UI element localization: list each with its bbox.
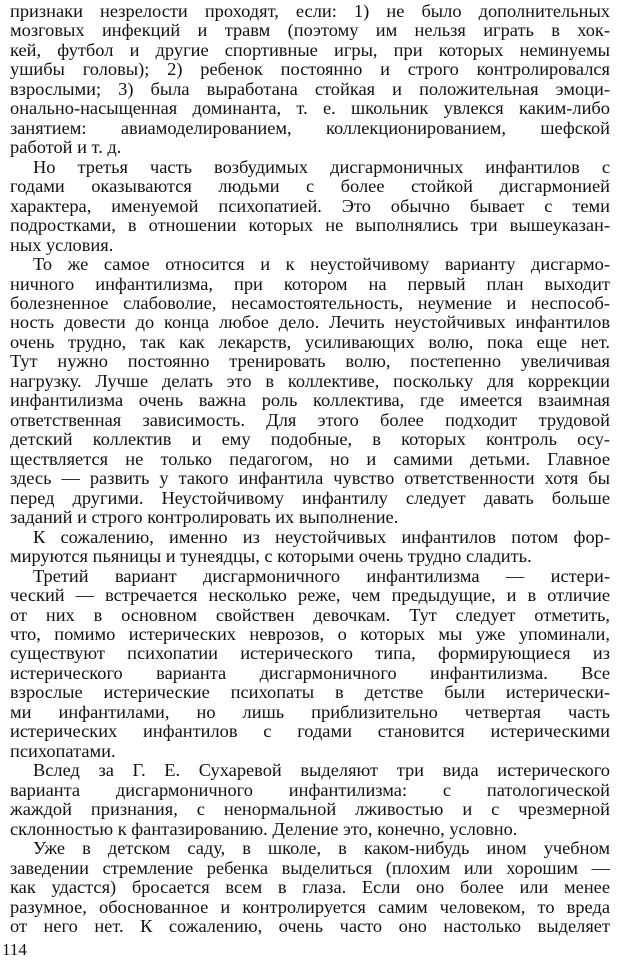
text-line: кей, футбол и другие спортивные игры, при которых неминуемы: [10, 40, 610, 60]
text-line: варианта дисгармоничного инфантилизма: с патологической: [10, 780, 610, 800]
text-line: онально-насыщенная доминанта, т. е. школьник увлекся каким-либо: [10, 98, 610, 118]
text-line: ответственная зависимость. Для этого более подходит трудовой: [10, 410, 610, 430]
text-line: склонностью к фантазированию. Деление это, конечно, условно.: [10, 819, 518, 839]
text-line: Вслед за Г. Е. Сухаревой выделяют три вида истерического: [33, 760, 610, 780]
text-line: от него нет. К сожалению, очень часто оно настолько выделяет: [10, 916, 610, 936]
text-line: ность довести до конца любое дело. Лечить неустойчивых инфантилов: [10, 312, 610, 332]
text-line: истерических инфантилов с годами становится истерическими: [10, 721, 610, 741]
text-line: как удастся) бросается всем в глаза. Если оно более или менее: [10, 877, 610, 897]
text-line: Уже в детском саду, в школе, в каком-нибудь ином учебном: [33, 838, 610, 858]
text-line: мируются пьяницы и тунеядцы, с которыми очень трудно сладить.: [10, 546, 532, 566]
text-line: болезненное слабоволие, несамостоятельность, неумение и неспособ-: [10, 293, 610, 313]
text-line: признаки незрелости проходят, если: 1) не было дополнительных: [10, 1, 610, 21]
page-number: 114: [2, 940, 27, 959]
text-line: ческий — встречается несколько реже, чем предыдущие, и в отличие: [10, 585, 610, 605]
text-line: психопатами.: [10, 741, 116, 761]
text-line: Но третья часть возбудимых дисгармоничных инфантилов с: [33, 157, 610, 177]
text-line: перед другими. Неустойчивому инфантилу следует давать больше: [10, 488, 610, 508]
text-line: здесь — развить у такого инфантила чувство ответственности хотя бы: [10, 468, 610, 488]
text-line: детский коллектив и ему подобные, в которых контроль осу-: [10, 429, 610, 449]
text-line: ществляется не только педагогом, но и самими детьми. Главное: [10, 449, 610, 469]
text-line: годами оказываются людьми с более стойкой дисгармонией: [10, 176, 610, 196]
text-line: Тут нужно постоянно тренировать волю, постепенно увеличивая: [10, 351, 610, 371]
text-line: ничного инфантилизма, при котором на первый план выходит: [10, 274, 610, 294]
text-line: нагрузку. Лучше делать это в коллективе, поскольку для коррекции: [10, 371, 610, 391]
text-line: очень трудно, так как лекарств, усиливающих волю, пока еще нет.: [10, 332, 610, 352]
text-line: истерического варианта дисгармоничного инфантилизма. Все: [10, 663, 610, 683]
text-line: заданий и строго контролировать их выполнение.: [10, 507, 399, 527]
text-line: взрослыми; 3) была выработана стойкая и положительная эмоци-: [10, 79, 610, 99]
text-line: ных условия.: [10, 235, 114, 255]
text-line: Третий вариант дисгармоничного инфантилизма — истери-: [33, 566, 610, 586]
text-line: заведении стремление ребенка выделиться (плохим или хорошим —: [10, 858, 610, 878]
text-line: ми инфантилами, но лишь приблизительно четвертая часть: [10, 702, 610, 722]
text-line: взрослые истерические психопаты в детстве были истерически-: [10, 682, 610, 702]
text-line: характера, именуемой психопатией. Это обычно бывает с теми: [10, 196, 610, 216]
text-line: жаждой признания, с ненормальной лживостью и с чрезмерной: [10, 799, 610, 819]
text-line: инфантилизма очень важна роль коллектива, где имеется взаимная: [10, 390, 610, 410]
text-line: существуют психопатии истерического типа, формирующиеся из: [10, 643, 610, 663]
text-line: подростками, в отношении которых не выполнялись три вышеуказан-: [10, 215, 610, 235]
text-line: ушибы головы); 2) ребенок постоянно и строго контролировался: [10, 59, 610, 79]
text-line: занятием: авиамоделированием, коллекционированием, шефской: [10, 118, 610, 138]
text-line: мозговых инфекций и травм (поэтому им нельзя играть в хок-: [10, 20, 610, 40]
text-line: То же самое относится и к неустойчивому варианту дисгармо-: [33, 254, 610, 274]
text-line: работой и т. д.: [10, 137, 122, 157]
text-line: от них в основном свойствен девочкам. Тут следует отметить,: [10, 605, 610, 625]
text-line: разумное, обоснованное и контролируется самим человеком, то вреда: [10, 897, 610, 917]
text-line: К сожалению, именно из неустойчивых инфантилов потом фор-: [33, 527, 610, 547]
text-line: что, помимо истерических неврозов, о которых мы уже упоминали,: [10, 624, 610, 644]
